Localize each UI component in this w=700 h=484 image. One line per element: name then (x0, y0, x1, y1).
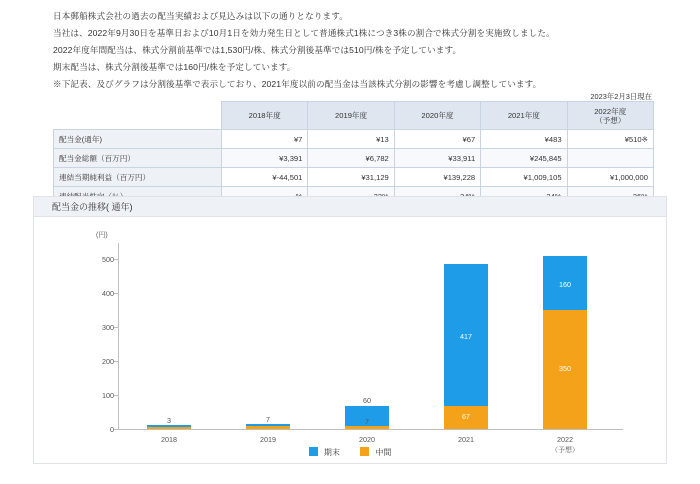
x-tick-text-2018: 2018 (161, 435, 177, 444)
cell-net-income-2022: ¥1,000,000 (567, 168, 653, 187)
col-label-2020: 2020年度 (421, 111, 454, 120)
bar-segment-kimatsu-2018 (147, 425, 191, 427)
bar-segment-chukan-2020 (345, 426, 389, 429)
bar-label-kimatsu-2020: 60 (363, 396, 371, 405)
bars-layer (34, 217, 666, 429)
legend-swatch-icon-kimatsu (309, 447, 318, 456)
dividend-chart-panel (33, 196, 667, 464)
y-tick-label-400: 400 (102, 289, 114, 298)
bar-segment-kimatsu-2019 (246, 424, 290, 426)
cell-net-income-2019: ¥31,129 (308, 168, 394, 187)
cell-total-2022 (567, 149, 653, 168)
intro-line-3: 2022年度年間配当は、株式分割前基準では1,530円/株、株式分割後基準では510円/株を予定しています。 (53, 45, 462, 55)
y-tick-mark-0 (114, 429, 118, 430)
x-tick-text-2020: 2020 (359, 435, 375, 444)
cell-net-income-2021: ¥1,009,105 (481, 168, 567, 187)
row-header-net-income: 連結当期純利益（百万円） (54, 168, 222, 187)
intro-line-1: 日本郵船株式会社の過去の配当実績および見込みは以下の通りとなります。 (53, 11, 348, 21)
intro-line-2: 当社は、2022年9月30日を基準日および10月1日を効力発生日として普通株式1株につき3株の割合で株式分割を実施致しました。 (53, 28, 555, 38)
chart-panel-title: 配当金の推移( 通年) (34, 197, 666, 217)
chart-legend (34, 447, 666, 458)
bar-label-chukan-2019: 7 (266, 415, 270, 424)
table-row (54, 168, 654, 187)
cell-total-2019: ¥6,782 (308, 149, 394, 168)
col-label-2022: 2022年度 (594, 106, 627, 116)
bar-label-kimatsu-2022: 160 (559, 280, 571, 289)
cell-total-2021: ¥245,845 (481, 149, 567, 168)
col-label-2018: 2018年度 (248, 111, 281, 120)
row-header-total-dividend: 配当金総額（百万円） (54, 149, 222, 168)
bar-label-chukan-2021: 67 (462, 412, 470, 421)
table-col-2018 (222, 102, 308, 130)
dividend-table-wrapper (53, 101, 653, 206)
table-row (54, 149, 654, 168)
legend-label-chukan: 中間 (375, 448, 392, 457)
table-col-2022 (567, 102, 653, 130)
intro-line-4: 期末配当は、株式分割後基準では160円/株を予定しています。 (53, 62, 296, 72)
bar-segment-chukan-2018 (147, 427, 191, 429)
bar-label-chukan-2018: 3 (167, 416, 171, 425)
table-corner-cell (54, 102, 222, 130)
x-tick-label-2019 (223, 435, 313, 444)
col-label-2019: 2019年度 (335, 111, 368, 120)
cell-total-2018: ¥3,391 (222, 149, 308, 168)
x-tick-text-2019: 2019 (260, 435, 276, 444)
table-col-2019 (308, 102, 394, 130)
bar-label-kimatsu-2021: 417 (460, 332, 472, 341)
table-row (54, 130, 654, 149)
x-tick-label-2020 (322, 435, 412, 444)
x-tick-sub-2022: （予想） (551, 447, 579, 454)
bar-label-chukan-2022: 350 (559, 364, 571, 373)
x-axis-line (118, 429, 623, 430)
cell-dividend-2022: ¥510※ (567, 130, 653, 149)
bar-label-chukan-2020: 7 (365, 417, 369, 426)
x-tick-text-2022: 2022 (557, 435, 573, 444)
table-col-2021 (481, 102, 567, 130)
x-tick-text-2021: 2021 (458, 435, 474, 444)
cell-dividend-2019: ¥13 (308, 130, 394, 149)
cell-total-2020: ¥33,911 (394, 149, 480, 168)
col-sublabel-2022: （予想） (595, 115, 626, 125)
table-header-row (54, 102, 654, 130)
y-tick-label-0: 0 (110, 425, 114, 434)
legend-item-kimatsu[interactable] (309, 447, 340, 458)
intro-text-block (53, 9, 653, 94)
intro-line-5: ※下記表、及びグラフは分割後基準で表示しており、2021年度以前の配当金は当該株式分割の影響を考慮し調整しています。 (53, 79, 542, 89)
y-axis-unit-label: (円) (96, 232, 108, 239)
x-tick-label-2018 (124, 435, 214, 444)
y-tick-label-300: 300 (102, 323, 114, 332)
bar-segment-chukan-2019 (246, 426, 290, 429)
x-tick-label-2021 (421, 435, 511, 444)
y-tick-label-100: 100 (102, 391, 114, 400)
cell-net-income-2020: ¥139,228 (394, 168, 480, 187)
legend-swatch-icon-chukan (360, 447, 369, 456)
cell-dividend-2021: ¥483 (481, 130, 567, 149)
y-tick-label-200: 200 (102, 357, 114, 366)
table-col-2020 (394, 102, 480, 130)
cell-net-income-2018: ¥-44,501 (222, 168, 308, 187)
dividend-table (53, 101, 654, 206)
y-tick-label-500: 500 (102, 255, 114, 264)
row-header-dividend-per-share: 配当金(通年) (54, 130, 222, 149)
legend-item-chukan[interactable] (360, 447, 391, 458)
col-label-2021: 2021年度 (507, 111, 540, 120)
cell-dividend-2018: ¥7 (222, 130, 308, 149)
chart-plot-area (34, 217, 666, 463)
legend-label-kimatsu: 期末 (323, 448, 340, 457)
cell-dividend-2020: ¥67 (394, 130, 480, 149)
as-of-date-note: 2023年2月3日現在 (590, 92, 652, 101)
